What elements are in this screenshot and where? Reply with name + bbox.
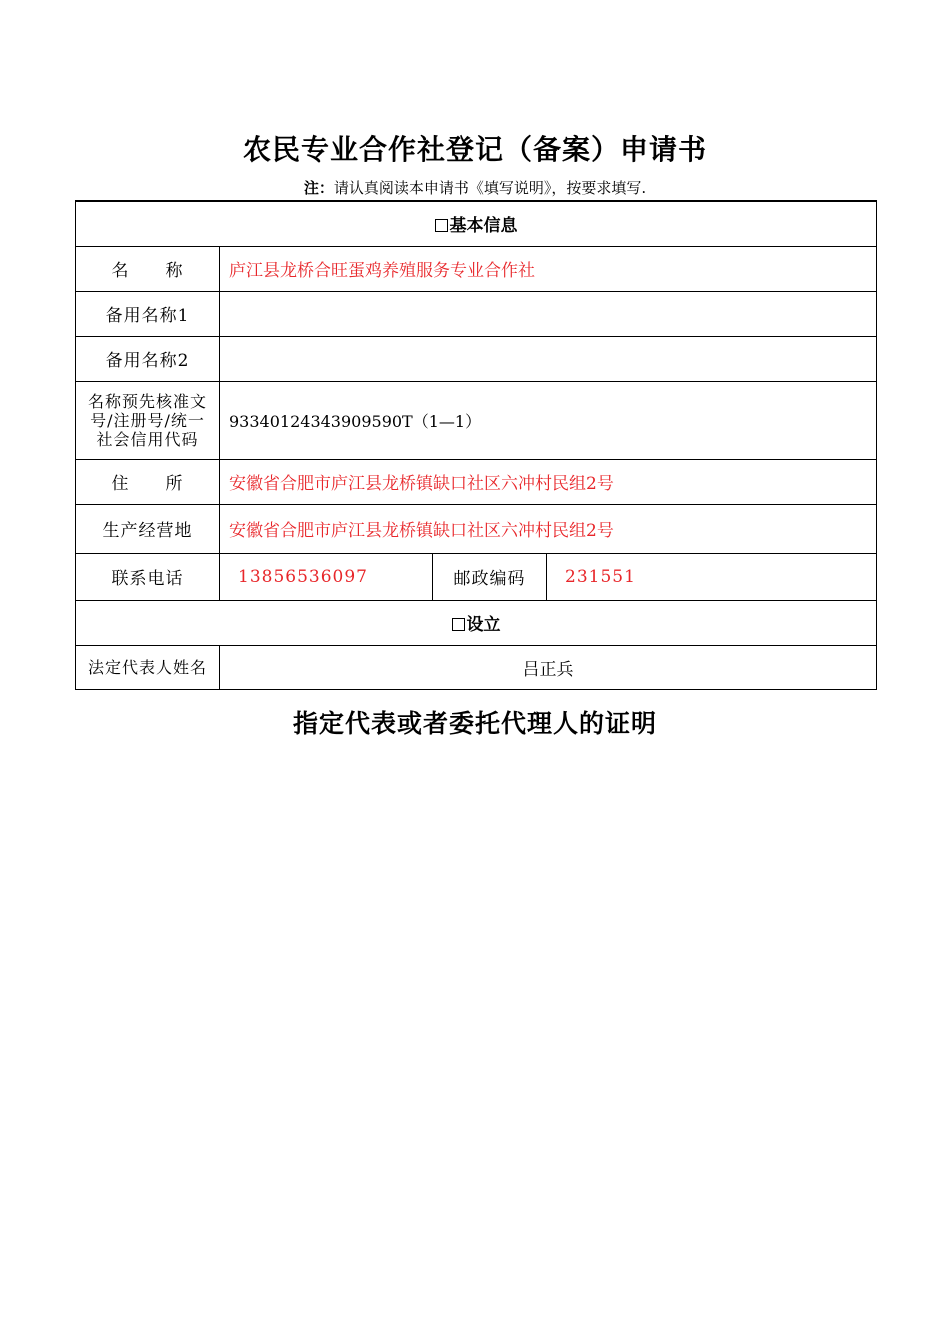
section-setup (76, 600, 877, 645)
code-label: 名称预先核准文号/注册号/统一社会信用代码 (76, 381, 220, 459)
address-value[interactable]: 安徽省合肥市庐江县龙桥镇缺口社区六冲村民组2号 (220, 459, 877, 504)
section-basic-title: 基本信息 (449, 216, 518, 237)
postcode-value[interactable]: 231551 (547, 553, 877, 600)
legal-rep-label: 法定代表人姓名 (76, 645, 220, 689)
section-setup-title: 设立 (466, 615, 501, 635)
alt-name2-value[interactable] (220, 336, 877, 381)
alt-name1-value[interactable] (220, 291, 877, 336)
form-title: 农民专业合作社登记（备案）申请书 (242, 133, 707, 166)
registration-form-table (75, 200, 877, 690)
code-value[interactable]: 93340124343909590T（1—1） (220, 381, 877, 459)
address-label: 住 所 (76, 459, 220, 504)
postcode-label: 邮政编码 (433, 553, 547, 600)
business-address-value[interactable]: 安徽省合肥市庐江县龙桥镇缺口社区六冲村民组2号 (220, 504, 877, 553)
phone-value[interactable]: 13856536097 (220, 553, 433, 600)
alt-name1-label: 备用名称1 (76, 291, 220, 336)
business-address-label: 生产经营地 (76, 504, 220, 553)
basic-info-checkbox[interactable] (435, 219, 448, 232)
setup-checkbox[interactable] (452, 618, 465, 631)
name-label: 名 称 (76, 246, 220, 291)
proxy-section-title: 指定代表或者委托代理人的证明 (292, 709, 657, 738)
alt-name2-label: 备用名称2 (76, 336, 220, 381)
legal-rep-value[interactable]: 吕正兵 (220, 645, 877, 689)
form-note (0, 177, 950, 198)
section-basic-info (76, 201, 877, 246)
note-text: 请认真阅读本申请书《填写说明》，按要求填写. (333, 179, 647, 197)
phone-label: 联系电话 (76, 553, 220, 600)
note-prefix: 注： (303, 179, 334, 197)
name-value[interactable]: 庐江县龙桥合旺蛋鸡养殖服务专业合作社 (220, 246, 877, 291)
